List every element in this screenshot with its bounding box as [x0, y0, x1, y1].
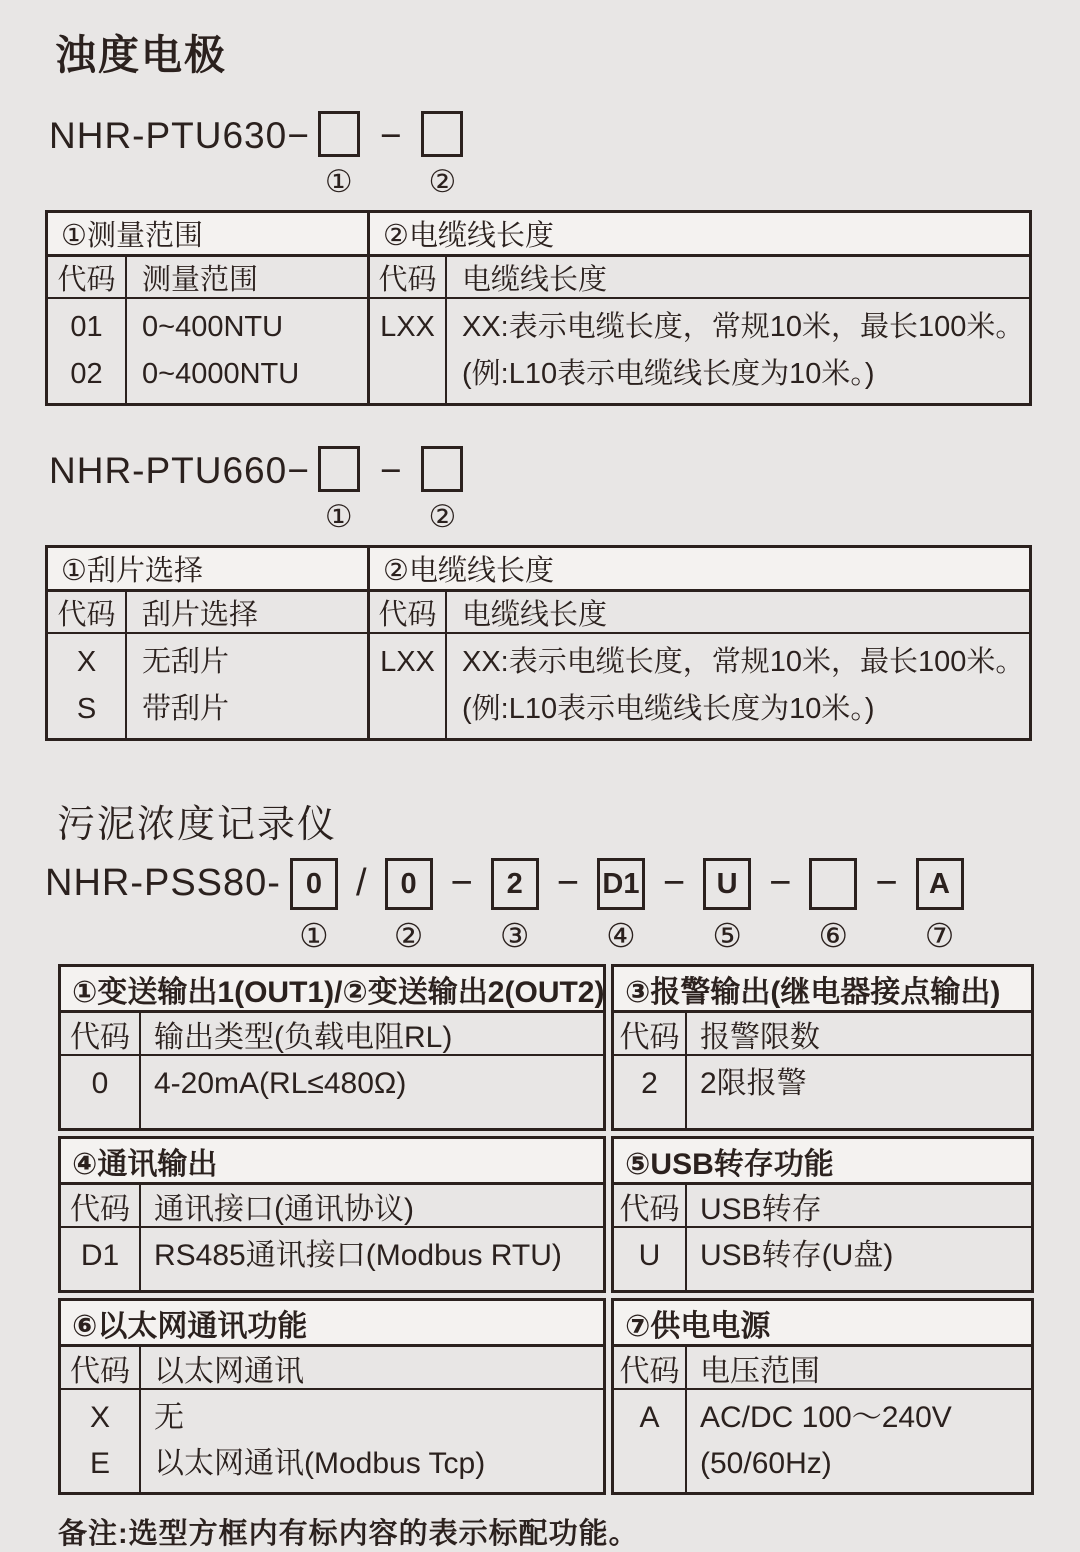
value-cell: AC/DC 100～240V: [700, 1401, 952, 1434]
value-cell: 带刮片: [142, 693, 230, 725]
model-dash: −: [875, 862, 898, 904]
code-cells: [61, 1228, 141, 1290]
option-box-3: 2: [491, 858, 539, 910]
option-box-2: 0: [385, 858, 433, 910]
code-label: 代码: [614, 1185, 687, 1226]
value-cells: [141, 1056, 603, 1128]
circled-number-3: ③: [499, 917, 530, 954]
model-box-unit-1: [318, 111, 360, 200]
code-cells: [48, 634, 127, 738]
model-box-unit-6: [809, 858, 857, 954]
model-slash: /: [355, 862, 367, 904]
label-row: [61, 1347, 603, 1390]
model-box-unit-5: [703, 858, 751, 954]
model-box-unit-2: [421, 111, 463, 200]
code-cells: [370, 634, 447, 738]
label-row: [370, 592, 1029, 634]
code-cell: 2: [641, 1067, 658, 1100]
code-cell: D1: [80, 1239, 120, 1272]
value-cells: [141, 1228, 603, 1290]
value-cell: (例:L10表示电缆线长度为10米。): [462, 358, 875, 390]
ptu660-selection-table: [45, 545, 1032, 741]
value-label: 报警限数: [700, 1020, 820, 1054]
value-cell: 以太网通讯(Modbus Tcp): [154, 1447, 486, 1480]
value-label: USB转存: [700, 1192, 822, 1226]
pss80-selection-table: [58, 964, 1034, 1495]
value-cells: [687, 1056, 1031, 1128]
section-header: ⑦供电电源: [614, 1301, 1031, 1347]
value-cells: [447, 299, 1029, 403]
value-cells: [687, 1228, 1031, 1290]
value-cell: XX:表示电缆长度，常规10米，最长100米。: [462, 646, 1025, 678]
column-header: ②电缆线长度: [370, 548, 1029, 592]
ptu660-cable-length-column: [370, 548, 1029, 738]
value-label: 以太网通讯: [154, 1354, 304, 1388]
code-cell: E: [89, 1447, 110, 1480]
data-area: [61, 1390, 603, 1492]
section-header: ①变送输出1(OUT1)/②变送输出2(OUT2): [61, 967, 603, 1013]
model-dash: −: [379, 115, 402, 156]
code-cells: [61, 1390, 141, 1492]
data-area: [614, 1390, 1031, 1492]
data-area: [61, 1228, 603, 1290]
model-prefix-ptu660: NHR-PTU660−: [49, 450, 310, 491]
code-cell: LXX: [380, 311, 435, 343]
column-header: ①刮片选择: [48, 548, 367, 592]
value-cells: [127, 299, 367, 403]
section-power-supply: [611, 1298, 1034, 1495]
model-box-unit-2: [385, 858, 433, 954]
data-area: [48, 299, 367, 403]
value-cell: RS485通讯接口(Modbus RTU): [154, 1239, 562, 1272]
value-label: 通讯接口(通讯协议): [154, 1192, 414, 1226]
data-area: [370, 634, 1029, 738]
model-box-unit-1: [318, 446, 360, 535]
model-dash: −: [379, 450, 402, 491]
code-cell: 01: [70, 311, 103, 343]
label-row: [48, 257, 367, 299]
code-cell: U: [638, 1239, 661, 1272]
option-box-1: 0: [290, 858, 338, 910]
code-cell: S: [76, 693, 97, 725]
value-label: 测量范围: [142, 263, 259, 296]
label-row: [48, 592, 367, 634]
circled-number-1: ①: [299, 917, 329, 954]
label-row: [370, 257, 1029, 299]
section-header: ④通讯输出: [61, 1139, 603, 1185]
column-header: ②电缆线长度: [370, 213, 1029, 257]
code-label: 代码: [48, 592, 127, 632]
code-label: 代码: [614, 1347, 687, 1388]
model-dash: −: [769, 862, 792, 904]
value-cell: 2限报警: [700, 1067, 807, 1100]
option-box-2: [421, 446, 463, 492]
circled-number-2: ②: [428, 164, 457, 199]
section-comm-output: [58, 1136, 606, 1293]
value-cell: 0~400NTU: [142, 311, 284, 343]
circled-number-1: ①: [324, 499, 353, 534]
value-cell: 0~4000NTU: [142, 358, 300, 390]
option-box-1: [318, 111, 360, 157]
code-cells: [48, 299, 127, 403]
label-row: [614, 1013, 1031, 1056]
circled-number-2: ②: [428, 499, 457, 534]
model-line-pss80: [45, 858, 1035, 954]
model-box-unit-3: [491, 858, 539, 954]
code-label: 代码: [61, 1185, 141, 1226]
section-header: ⑤USB转存功能: [614, 1139, 1031, 1185]
model-line-ptu630: [49, 111, 1035, 200]
section-header: ⑥以太网通讯功能: [61, 1301, 603, 1347]
model-box-unit-2: [421, 446, 463, 535]
ptu630-cable-length-column: [370, 213, 1029, 403]
circled-number-4: ④: [606, 917, 636, 954]
circled-number-2: ②: [393, 917, 424, 954]
value-cell: (例:L10表示电缆线长度为10米。): [462, 693, 875, 725]
value-cell: (50/60Hz): [700, 1447, 832, 1480]
model-box-unit-7: [916, 858, 964, 954]
value-label: 刮片选择: [142, 598, 259, 631]
section-header: ③报警输出(继电器接点输出): [614, 967, 1031, 1013]
data-area: [61, 1056, 603, 1128]
option-box-7: A: [916, 858, 964, 910]
section-transmit-output: [58, 964, 606, 1131]
circled-number-1: ①: [324, 164, 353, 199]
option-box-1: [318, 446, 360, 492]
section-ethernet: [58, 1298, 606, 1495]
model-line-ptu660: [49, 446, 1035, 535]
value-cells: [687, 1390, 1031, 1492]
label-row: [61, 1185, 603, 1228]
option-box-6: [809, 858, 857, 910]
option-box-4: D1: [597, 858, 645, 910]
code-cells: [614, 1390, 687, 1492]
label-row: [614, 1185, 1031, 1228]
code-cell: X: [76, 646, 97, 678]
model-box-unit-4: [597, 858, 645, 954]
circled-number-5: ⑤: [712, 917, 742, 954]
section-alarm-output: [611, 964, 1034, 1131]
value-cell: USB转存(U盘): [700, 1239, 894, 1272]
ptu660-scraper-column: [48, 548, 370, 738]
model-dash: −: [450, 862, 473, 904]
model-prefix-pss80: NHR-PSS80-: [45, 862, 281, 904]
footnote: 备注:选型方框内有标内容的表示标配功能。: [58, 1518, 639, 1550]
label-row: [61, 1013, 603, 1056]
data-area: [370, 299, 1029, 403]
value-cell: 无: [154, 1401, 184, 1434]
value-label: 电压范围: [700, 1354, 820, 1388]
value-cell: 4-20mA(RL≤480Ω): [154, 1067, 407, 1100]
code-label: 代码: [614, 1013, 687, 1054]
code-label: 代码: [370, 257, 447, 297]
option-box-2: [421, 111, 463, 157]
code-label: 代码: [370, 592, 447, 632]
value-cells: [447, 634, 1029, 738]
section-usb-transfer: [611, 1136, 1034, 1293]
code-label: 代码: [61, 1347, 141, 1388]
code-cell: X: [89, 1401, 110, 1434]
value-label: 输出类型(负载电阻RL): [154, 1020, 453, 1054]
data-area: [614, 1228, 1031, 1290]
code-cell: A: [639, 1401, 660, 1434]
label-row: [614, 1347, 1031, 1390]
value-cells: [127, 634, 367, 738]
code-cells: [61, 1056, 141, 1128]
section-title-recorder: 污泥浓度记录仪: [57, 804, 338, 846]
model-dash: −: [556, 862, 579, 904]
ptu630-selection-table: [45, 210, 1032, 406]
code-cells: [614, 1056, 687, 1128]
code-label: 代码: [48, 257, 127, 297]
code-label: 代码: [61, 1013, 141, 1054]
circled-number-6: ⑥: [818, 917, 849, 954]
column-header: ①测量范围: [48, 213, 367, 257]
value-label: 电缆线长度: [462, 263, 608, 296]
page-title: 浊度电极: [55, 32, 227, 78]
value-label: 电缆线长度: [462, 598, 608, 631]
code-cells: [614, 1228, 687, 1290]
model-box-unit-1: [290, 858, 338, 954]
code-cell: 02: [70, 358, 103, 390]
value-cells: [141, 1390, 603, 1492]
data-area: [48, 634, 367, 738]
circled-number-7: ⑦: [924, 917, 955, 954]
code-cell: LXX: [380, 646, 435, 678]
ptu630-measure-range-column: [48, 213, 370, 403]
model-prefix-ptu630: NHR-PTU630−: [49, 115, 310, 156]
code-cell: 0: [91, 1067, 109, 1100]
option-box-5: U: [703, 858, 751, 910]
value-cell: XX:表示电缆长度，常规10米，最长100米。: [462, 311, 1025, 343]
value-cell: 无刮片: [142, 646, 230, 678]
code-cells: [370, 299, 447, 403]
model-dash: −: [662, 862, 686, 904]
data-area: [614, 1056, 1031, 1128]
